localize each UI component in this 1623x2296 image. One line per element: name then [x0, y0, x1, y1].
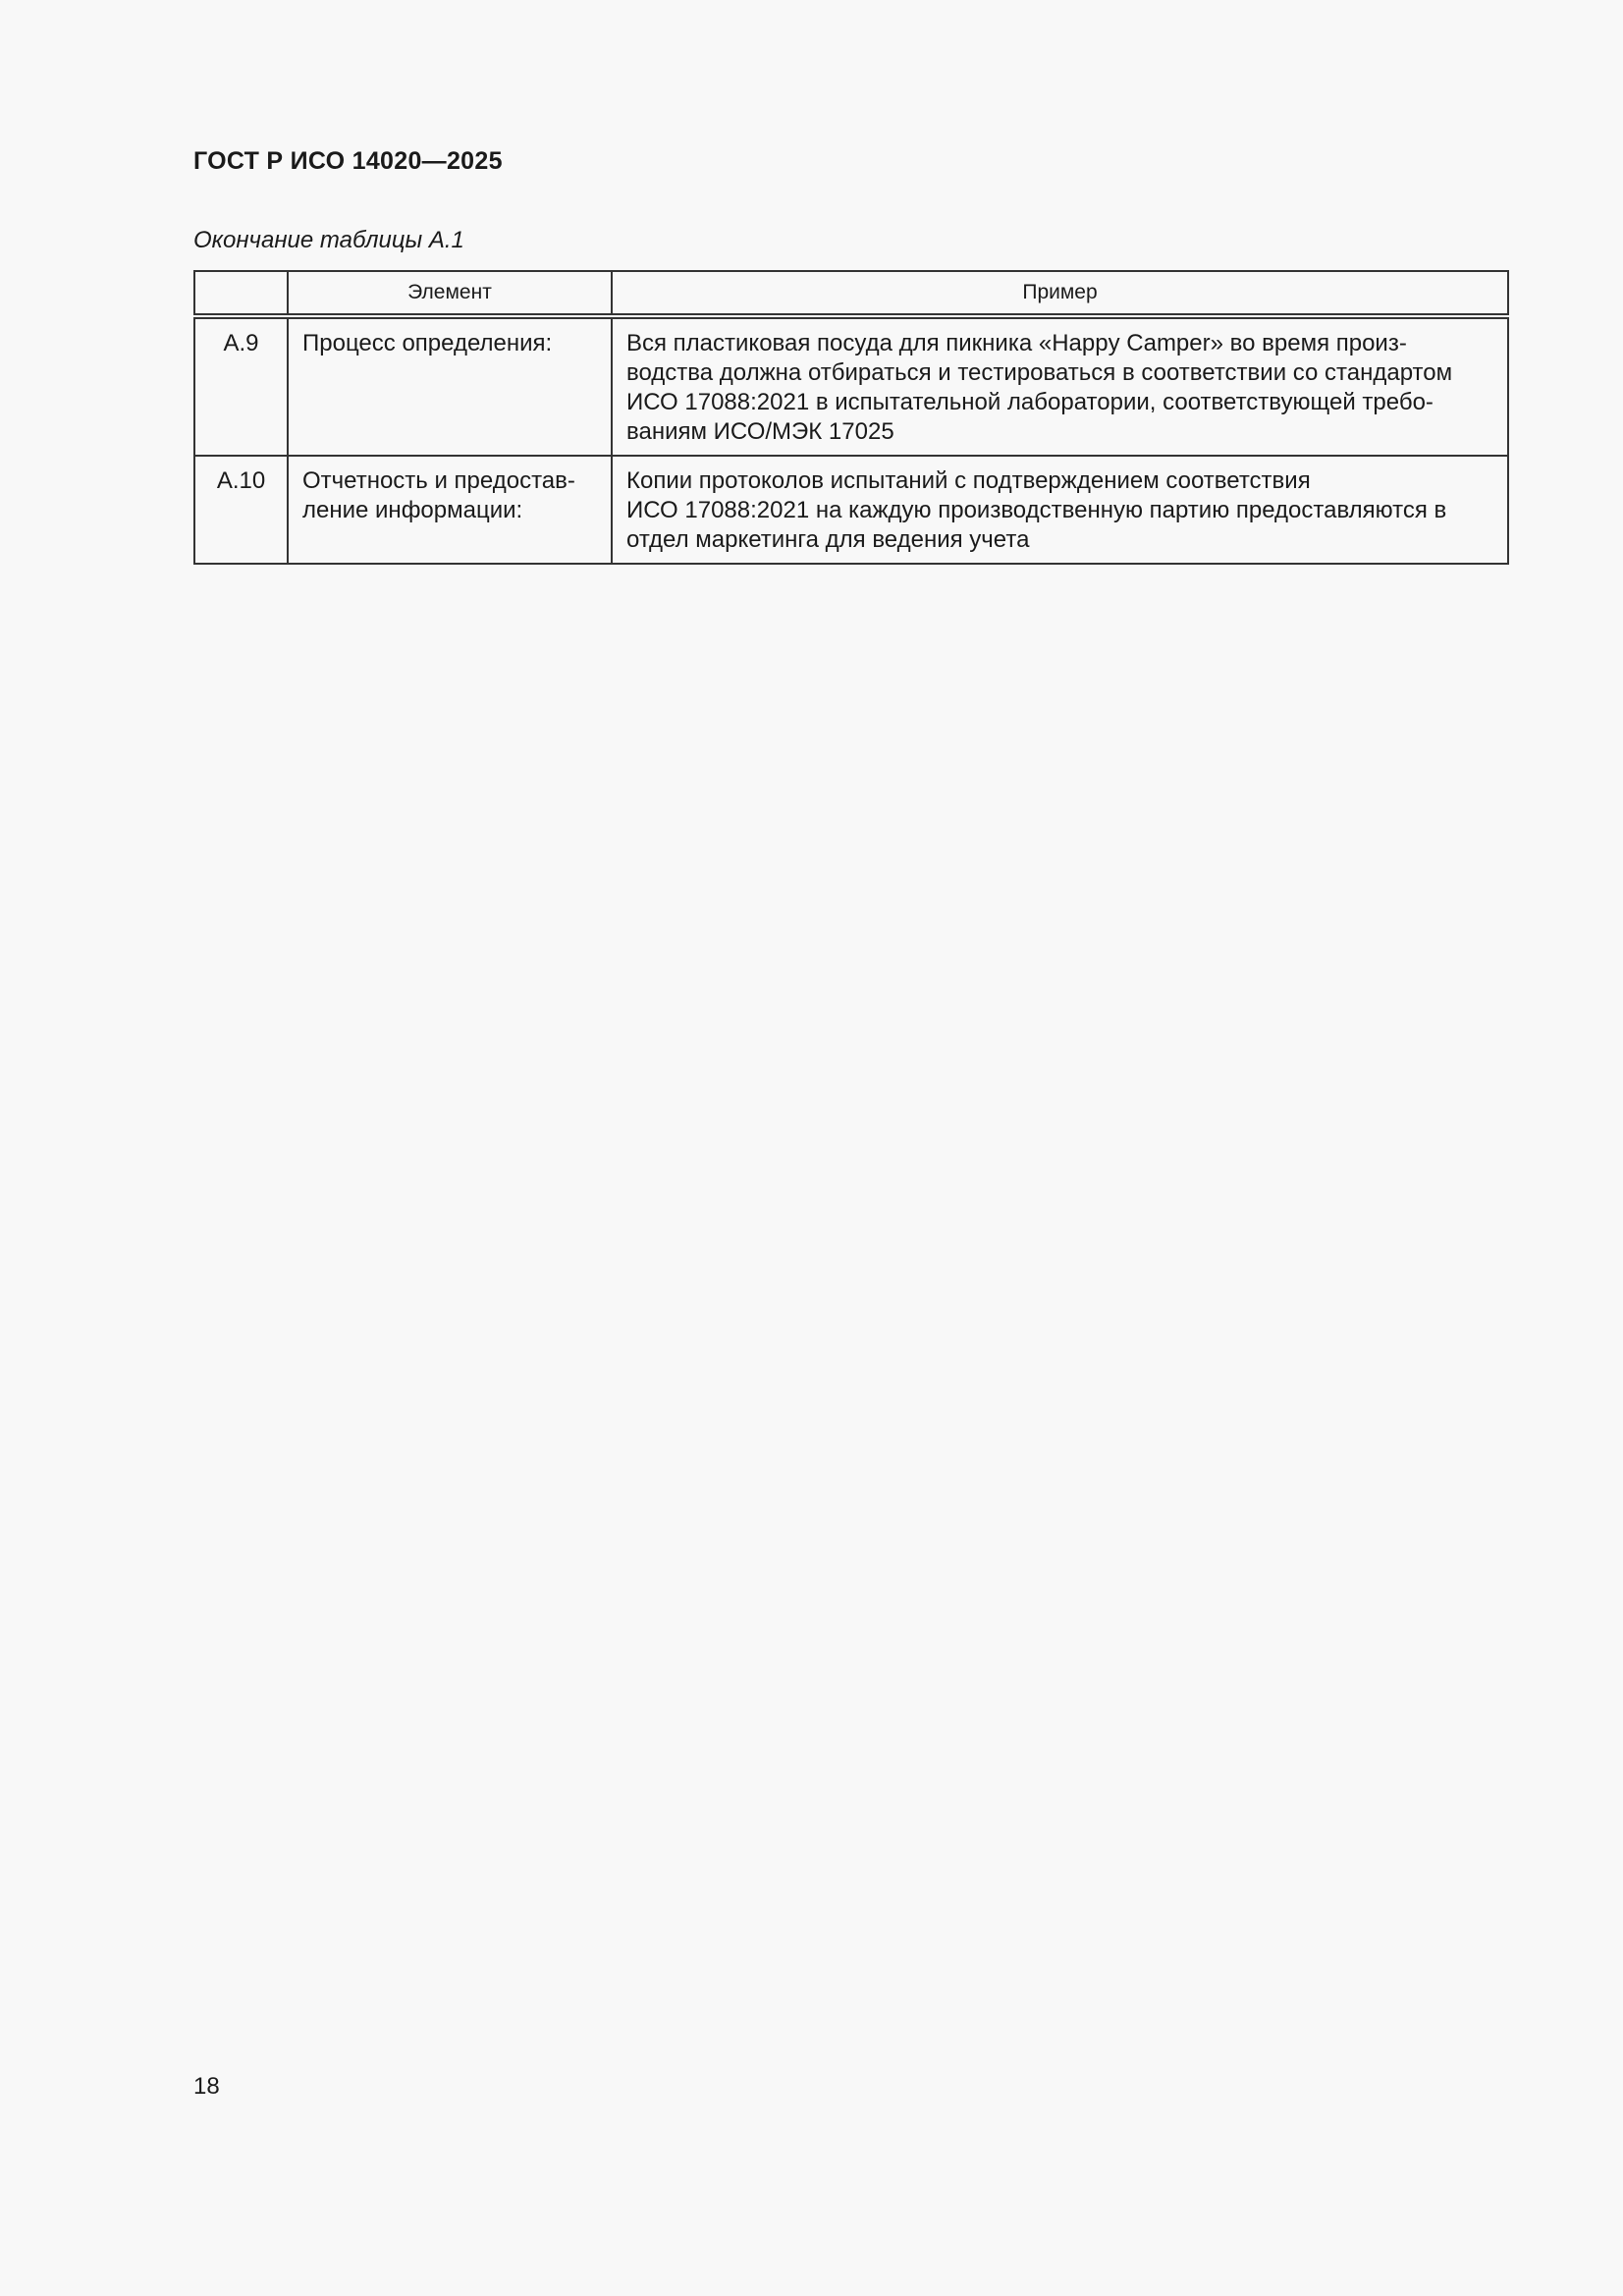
example-line: отдел маркетинга для ведения учета [626, 526, 1030, 553]
data-table [193, 270, 1509, 565]
row-example [612, 456, 1508, 564]
element-line: ление информации: [302, 497, 523, 523]
row-element: Процесс определения: [288, 316, 612, 456]
document-title: ГОСТ Р ИСО 14020—2025 [193, 147, 503, 175]
table-caption: Окончание таблицы А.1 [193, 227, 464, 253]
element-line: Отчетность и предостав- [302, 467, 575, 494]
row-example [612, 316, 1508, 456]
page-number: 18 [193, 2073, 220, 2100]
row-number: А.10 [194, 456, 288, 564]
table-row [194, 316, 1508, 456]
example-line: ваниям ИСО/МЭК 17025 [626, 418, 894, 445]
row-element [288, 456, 612, 564]
table-row [194, 456, 1508, 564]
row-number: А.9 [194, 316, 288, 456]
column-header-number [194, 271, 288, 316]
example-line: ИСО 17088:2021 в испытательной лаборатории, соответствующей требо- [626, 389, 1434, 415]
table-header-row [194, 271, 1508, 316]
column-header-element: Элемент [288, 271, 612, 316]
column-header-example: Пример [612, 271, 1508, 316]
example-line: Копии протоколов испытаний с подтверждением соответствия [626, 467, 1311, 494]
example-line: ИСО 17088:2021 на каждую производственную партию предоставляются в [626, 497, 1447, 523]
example-line: Вся пластиковая посуда для пикника «Happy Camper» во время произ- [626, 330, 1407, 356]
example-line: водства должна отбираться и тестироваться в соответствии со стандартом [626, 359, 1453, 386]
